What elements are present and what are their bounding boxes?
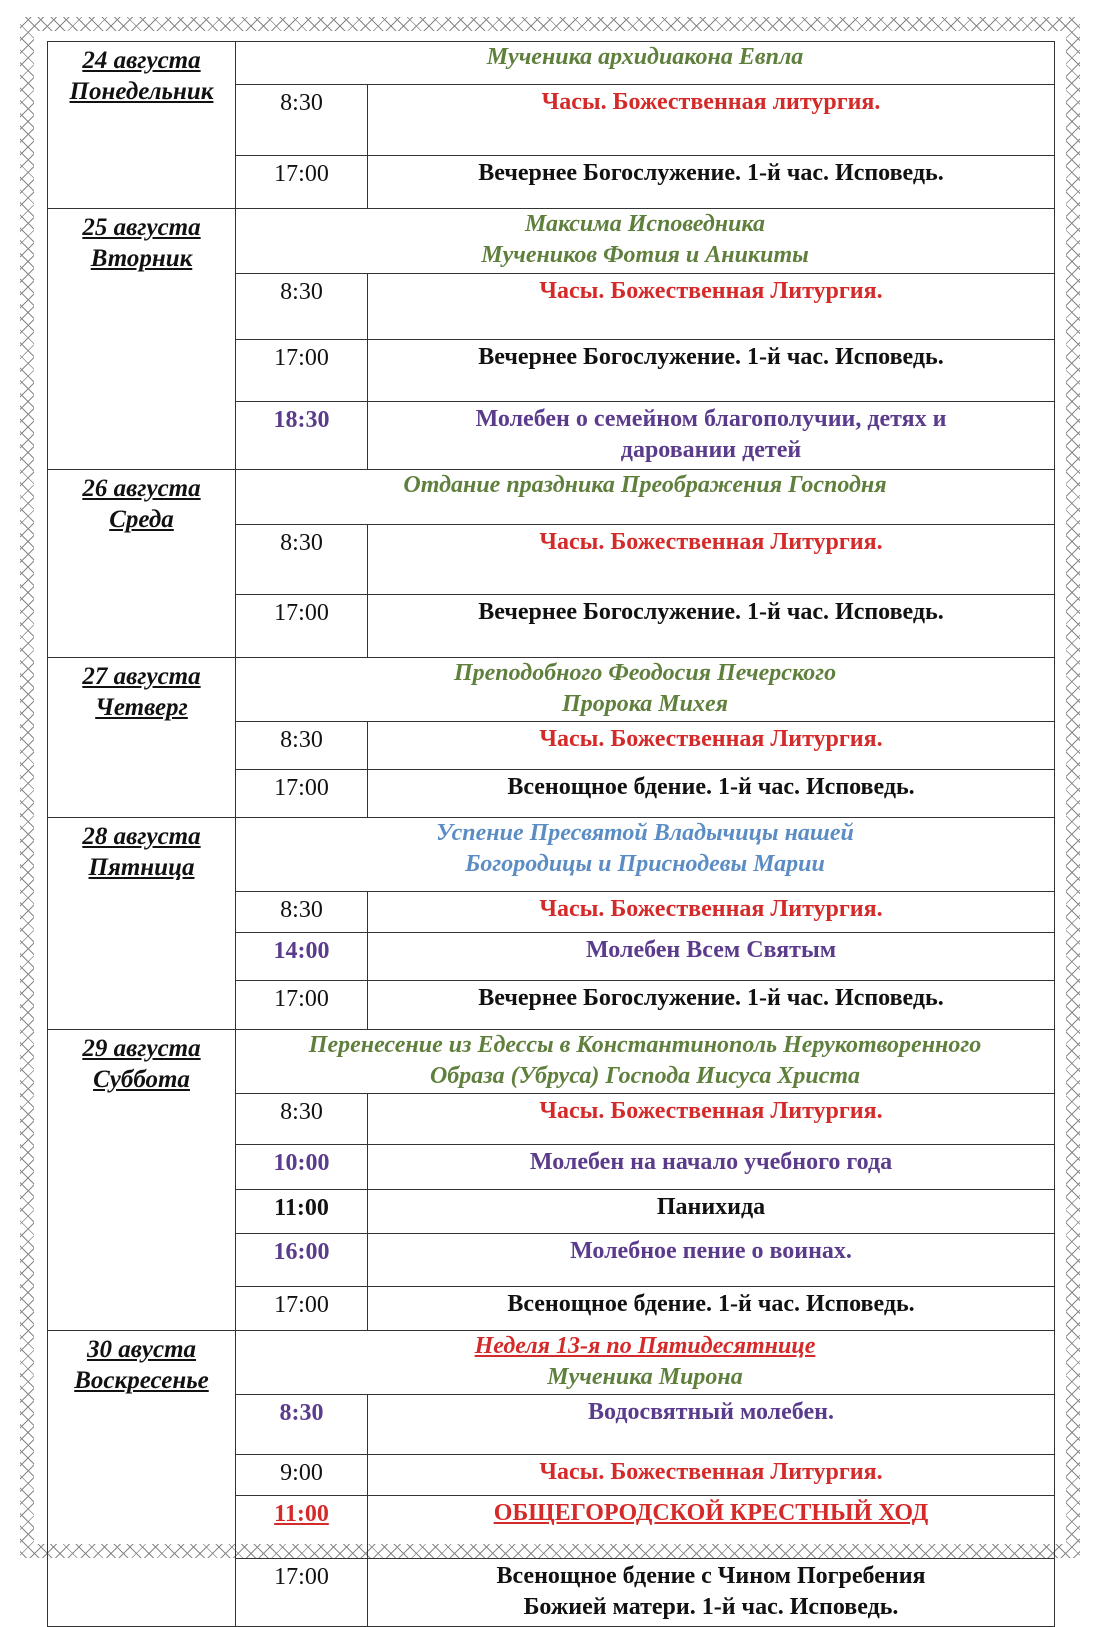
date-label: 29 августа bbox=[82, 1035, 201, 1062]
service-line: Молебен Всем Святым bbox=[585, 937, 837, 963]
feast-cell bbox=[236, 658, 1055, 722]
service-time: 9:00 bbox=[236, 1455, 368, 1496]
date-label: 25 августа bbox=[82, 214, 201, 241]
feast-title: Неделя 13-я по Пятидесятнице bbox=[474, 1333, 816, 1359]
day-cell bbox=[48, 1331, 236, 1627]
service-name bbox=[368, 933, 1055, 981]
day-cell bbox=[48, 42, 236, 209]
feast-title: Мученика Мирона bbox=[547, 1364, 743, 1390]
weekday-label: Воскресенье bbox=[74, 1367, 209, 1394]
service-time: 8:30 bbox=[236, 1094, 368, 1145]
service-time: 17:00 bbox=[236, 340, 368, 402]
date-label: 27 августа bbox=[82, 663, 201, 690]
service-time: 11:00 bbox=[236, 1496, 368, 1559]
service-time: 17:00 bbox=[236, 981, 368, 1030]
service-line: Часы. Божественная Литургия. bbox=[539, 1459, 883, 1485]
service-line: Панихида bbox=[656, 1194, 766, 1220]
service-line: Молебное пение о воинах. bbox=[570, 1238, 852, 1264]
service-time: 8:30 bbox=[236, 1395, 368, 1455]
service-time: 11:00 bbox=[236, 1190, 368, 1234]
feast-title: Пророка Михея bbox=[562, 691, 728, 717]
service-line: Божией матери. 1-й час. Исповедь. bbox=[523, 1594, 899, 1620]
date-label: 28 августа bbox=[82, 823, 201, 850]
service-time: 14:00 bbox=[236, 933, 368, 981]
weekday-label: Четверг bbox=[95, 694, 188, 721]
service-name bbox=[368, 1395, 1055, 1455]
service-time: 8:30 bbox=[236, 274, 368, 340]
service-line: Вечернее Богослужение. 1-й час. Исповедь. bbox=[478, 599, 944, 625]
day-cell bbox=[48, 470, 236, 658]
day-header-row bbox=[48, 209, 1055, 274]
service-time: 16:00 bbox=[236, 1234, 368, 1287]
feast-title: Мучеников Фотия и Аникиты bbox=[481, 242, 809, 268]
date-label: 26 августа bbox=[82, 475, 201, 502]
service-line: Часы. Божественная Литургия. bbox=[539, 896, 883, 922]
service-name bbox=[368, 1094, 1055, 1145]
date-label: 24 августа bbox=[82, 47, 201, 74]
feast-title: Максима Исповедника bbox=[525, 211, 765, 237]
service-line: Вечернее Богослужение. 1-й час. Исповедь. bbox=[478, 160, 944, 186]
service-line: даровании детей bbox=[620, 437, 802, 463]
service-name bbox=[368, 892, 1055, 933]
day-header-row bbox=[48, 42, 1055, 85]
service-line: ОБЩЕГОРОДСКОЙ КРЕСТНЫЙ ХОД bbox=[493, 1500, 929, 1526]
feast-cell bbox=[236, 1030, 1055, 1094]
service-name bbox=[368, 1496, 1055, 1559]
feast-cell bbox=[236, 1331, 1055, 1395]
service-name bbox=[368, 525, 1055, 595]
date-label: 30 авуста bbox=[86, 1336, 197, 1363]
service-name bbox=[368, 722, 1055, 770]
feast-cell bbox=[236, 42, 1055, 85]
service-line: Молебен о семейном благополучии, детях и bbox=[475, 406, 947, 432]
service-line: Вечернее Богослужение. 1-й час. Исповедь. bbox=[478, 344, 944, 370]
service-line: Всенощное бдение. 1-й час. Исповедь. bbox=[507, 1291, 915, 1317]
service-time: 17:00 bbox=[236, 156, 368, 209]
service-name bbox=[368, 1455, 1055, 1496]
feast-title: Образа (Убруса) Господа Иисуса Христа bbox=[429, 1063, 861, 1089]
day-header-row bbox=[48, 1331, 1055, 1395]
service-time: 10:00 bbox=[236, 1145, 368, 1190]
day-header-row bbox=[48, 470, 1055, 525]
service-time: 17:00 bbox=[236, 1287, 368, 1331]
service-name bbox=[368, 340, 1055, 402]
feast-title: Мученика архидиакона Евпла bbox=[486, 44, 804, 70]
feast-title: Богородицы и Приснодевы Марии bbox=[465, 851, 825, 877]
service-time: 17:00 bbox=[236, 595, 368, 658]
weekday-label: Понедельник bbox=[69, 78, 214, 105]
service-line: Часы. Божественная Литургия. bbox=[539, 278, 883, 304]
day-cell bbox=[48, 658, 236, 818]
service-name bbox=[368, 981, 1055, 1030]
service-line: Вечернее Богослужение. 1-й час. Исповедь. bbox=[478, 985, 944, 1011]
feast-title: Отдание праздника Преображения Господня bbox=[403, 472, 887, 498]
service-time: 8:30 bbox=[236, 892, 368, 933]
day-cell bbox=[48, 818, 236, 1030]
feast-cell bbox=[236, 470, 1055, 525]
service-name bbox=[368, 1190, 1055, 1234]
feast-title: Преподобного Феодосия Печерского bbox=[453, 660, 837, 686]
day-cell bbox=[48, 1030, 236, 1331]
service-time: 18:30 bbox=[236, 402, 368, 470]
service-name bbox=[368, 85, 1055, 156]
service-name bbox=[368, 156, 1055, 209]
service-line: Молебен на начало учебного года bbox=[529, 1149, 893, 1175]
service-name bbox=[368, 1559, 1055, 1627]
weekday-label: Среда bbox=[109, 506, 174, 533]
service-name bbox=[368, 1287, 1055, 1331]
feast-cell bbox=[236, 818, 1055, 892]
service-name bbox=[368, 595, 1055, 658]
service-name bbox=[368, 1234, 1055, 1287]
service-time: 8:30 bbox=[236, 525, 368, 595]
service-line: Всенощное бдение с Чином Погребения bbox=[496, 1563, 926, 1589]
service-line: Водосвятный молебен. bbox=[588, 1399, 834, 1425]
service-line: Часы. Божественная литургия. bbox=[541, 89, 881, 115]
day-cell bbox=[48, 209, 236, 470]
service-time: 8:30 bbox=[236, 722, 368, 770]
day-header-row bbox=[48, 1030, 1055, 1094]
service-line: Часы. Божественная Литургия. bbox=[539, 726, 883, 752]
service-time: 17:00 bbox=[236, 1559, 368, 1627]
weekday-label: Вторник bbox=[90, 245, 193, 272]
feast-title: Перенесение из Едессы в Константинополь Нерукотворенного bbox=[308, 1032, 982, 1058]
service-time: 8:30 bbox=[236, 85, 368, 156]
service-time: 17:00 bbox=[236, 770, 368, 818]
feast-title: Успение Пресвятой Владычицы нашей bbox=[436, 820, 854, 846]
service-name bbox=[368, 402, 1055, 470]
service-name bbox=[368, 274, 1055, 340]
day-header-row bbox=[48, 658, 1055, 722]
feast-cell bbox=[236, 209, 1055, 274]
service-line: Всенощное бдение. 1-й час. Исповедь. bbox=[507, 774, 915, 800]
service-name bbox=[368, 770, 1055, 818]
service-line: Часы. Божественная Литургия. bbox=[539, 529, 883, 555]
schedule-table bbox=[47, 41, 1055, 1627]
service-name bbox=[368, 1145, 1055, 1190]
day-header-row bbox=[48, 818, 1055, 892]
service-line: Часы. Божественная Литургия. bbox=[539, 1098, 883, 1124]
weekday-label: Суббота bbox=[93, 1066, 190, 1093]
weekday-label: Пятница bbox=[88, 854, 195, 881]
